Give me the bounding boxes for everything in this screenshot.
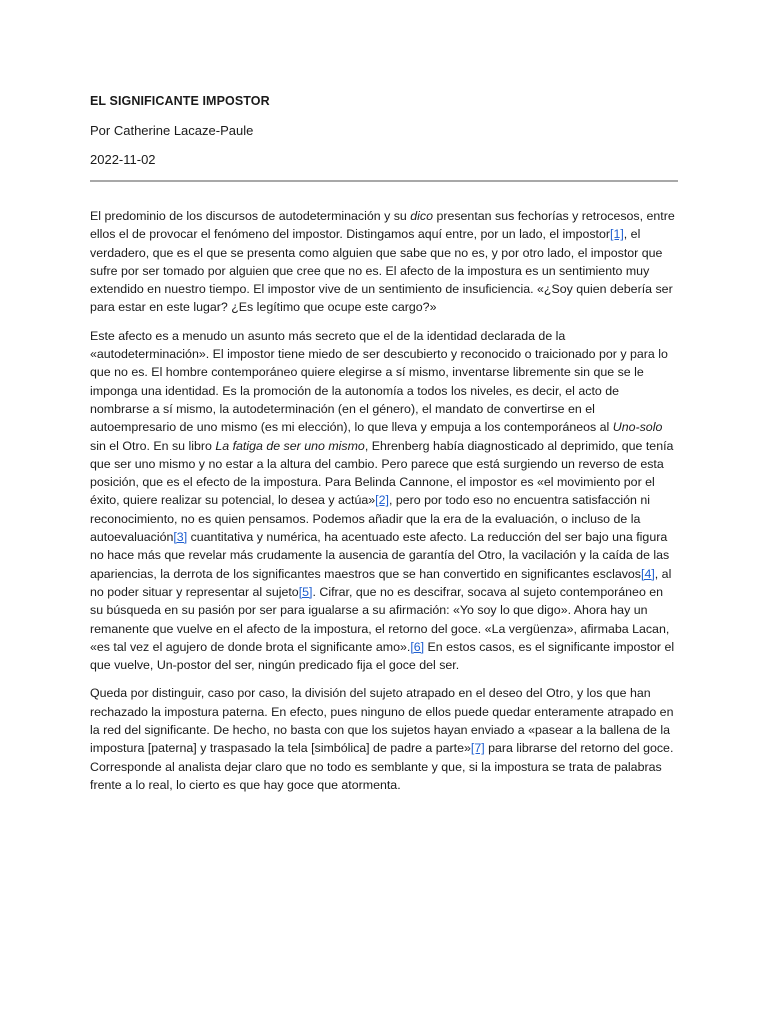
italic-text: dico bbox=[410, 209, 433, 223]
article-body bbox=[90, 207, 678, 804]
footnote-link[interactable]: [5] bbox=[298, 584, 313, 599]
paragraph-text: presentan sus fechorías y retrocesos, entre ellos el de provocar el fenómeno del impostor. Distingamos aquí entre, por un lado, el impostor bbox=[90, 209, 675, 242]
paragraph-text: En estos casos, es el significante impostor el que vuelve, Un-postor del ser, ningún predicado fija el goce del ser. bbox=[90, 639, 675, 673]
paragraph-text: , pero por todo eso no encuentra satisfacción ni reconocimiento, no es quien pensamos. Podemos añadir que la era de la evaluación, o incluso de la autoevaluación bbox=[90, 493, 650, 545]
italic-text: La fatiga de ser uno mismo bbox=[215, 438, 365, 453]
footnote-link[interactable]: [6] bbox=[410, 639, 425, 654]
article-byline: Por Catherine Lacaze-Paule bbox=[90, 123, 254, 138]
footnote-link[interactable]: [1] bbox=[610, 227, 624, 242]
paragraph-text: . Cifrar, que no es descifrar, socava al sujeto contemporáneo en su búsqueda en su pasión por ser para igualarse a su afirmación: «Yo soy lo que digo». Ahora hay un remanente que vuelve en el afecto de la impostura, el retorno del goce. «La vergüenza», afirmaba Lacan, «es tal vez el agujero de donde brota el significante amo». bbox=[90, 584, 670, 654]
footnote-link[interactable]: [3] bbox=[173, 530, 188, 545]
paragraph-text: cuantitativa y numérica, ha acentuado este afecto. La reducción del ser bajo una figura no hace más que revelar más crudamente la ausencia de garantía del Otro, la vacilación y la caída de las apariencias, la derrota de los significantes maestros que se han convertido en significantes esclavos bbox=[90, 530, 670, 581]
paragraph-1 bbox=[90, 207, 678, 317]
paragraph-text: , el verdadero, que es el que se presenta como alguien que sabe que no es, y por otro lado, el impostor que sufre por ser tomado por alguien que cree que no es. El afecto de la impostura es un sentimiento muy extendido en nuestro tiempo. El impostor vive de un sentimiento de insuficiencia. «¿Soy quien debería ser para estar en este lugar? ¿Es legítimo que ocupe este cargo?» bbox=[90, 227, 673, 315]
paragraph-text: sin el Otro. En su libro bbox=[90, 438, 216, 453]
paragraph-text: , al no poder situar y representar al sujeto bbox=[90, 566, 672, 599]
header-divider bbox=[90, 180, 678, 182]
paragraph-2 bbox=[90, 327, 678, 675]
footnote-link[interactable]: [7] bbox=[470, 741, 485, 756]
footnote-link[interactable]: [4] bbox=[641, 566, 655, 581]
paragraph-3 bbox=[90, 684, 678, 794]
paragraph-text: El predominio de los discursos de autodeterminación y su bbox=[90, 209, 411, 223]
italic-text: Uno-solo bbox=[612, 420, 663, 435]
paragraph-text: para librarse del retorno del goce. Corresponde al analista dejar claro que no todo es semblante y que, si la impostura se trata de palabras frente a lo real, lo cierto es que hay goce que atormenta. bbox=[90, 741, 674, 792]
paragraph-text: , Ehrenberg había diagnosticado al deprimido, que tenía que ser uno mismo y no estar a la altura del cambio. Pero parece que está surgiendo un reverso de esta posición, que es el efecto de la impostura. Para Belinda Cannone, el impostor es «el movimiento por el éxito, quiere realizar su potencial, lo desea y actúa» bbox=[90, 438, 674, 508]
paragraph-text: Queda por distinguir, caso por caso, la división del sujeto atrapado en el deseo del Otro, y los que han rechazado la impostura paterna. En efecto, pues ninguno de ellos puede quedar enteramente atrapado en la red del significante. De hecho, no basta con que los sujetos hayan enviado a «pasear a la ballena de la impostura [paterna] y traspasado la tela [simbólica] de padre a parte» bbox=[90, 686, 674, 756]
footnote-link[interactable]: [2] bbox=[375, 493, 389, 508]
paragraph-text: Este afecto es a menudo un asunto más secreto que el de la identidad declarada de la «autodeterminación». El impostor tiene miedo de ser descubierto y reconocido o traicionado por y para lo que no es. El hombre contemporáneo quiere elegirse a sí mismo, inventarse libremente sin que se le imponga una identidad. Es la promoción de la autonomía a todos los niveles, es decir, el acto de nombrarse a sí mismo, la autodeterminación (en el género), el mandato de convertirse en el autoempresario de uno mismo (es mi elección), lo que lleva y empuja a los contemporáneos al bbox=[90, 328, 668, 435]
article-title: EL SIGNIFICANTE IMPOSTOR bbox=[90, 94, 270, 108]
article-date: 2022-11-02 bbox=[90, 152, 156, 167]
